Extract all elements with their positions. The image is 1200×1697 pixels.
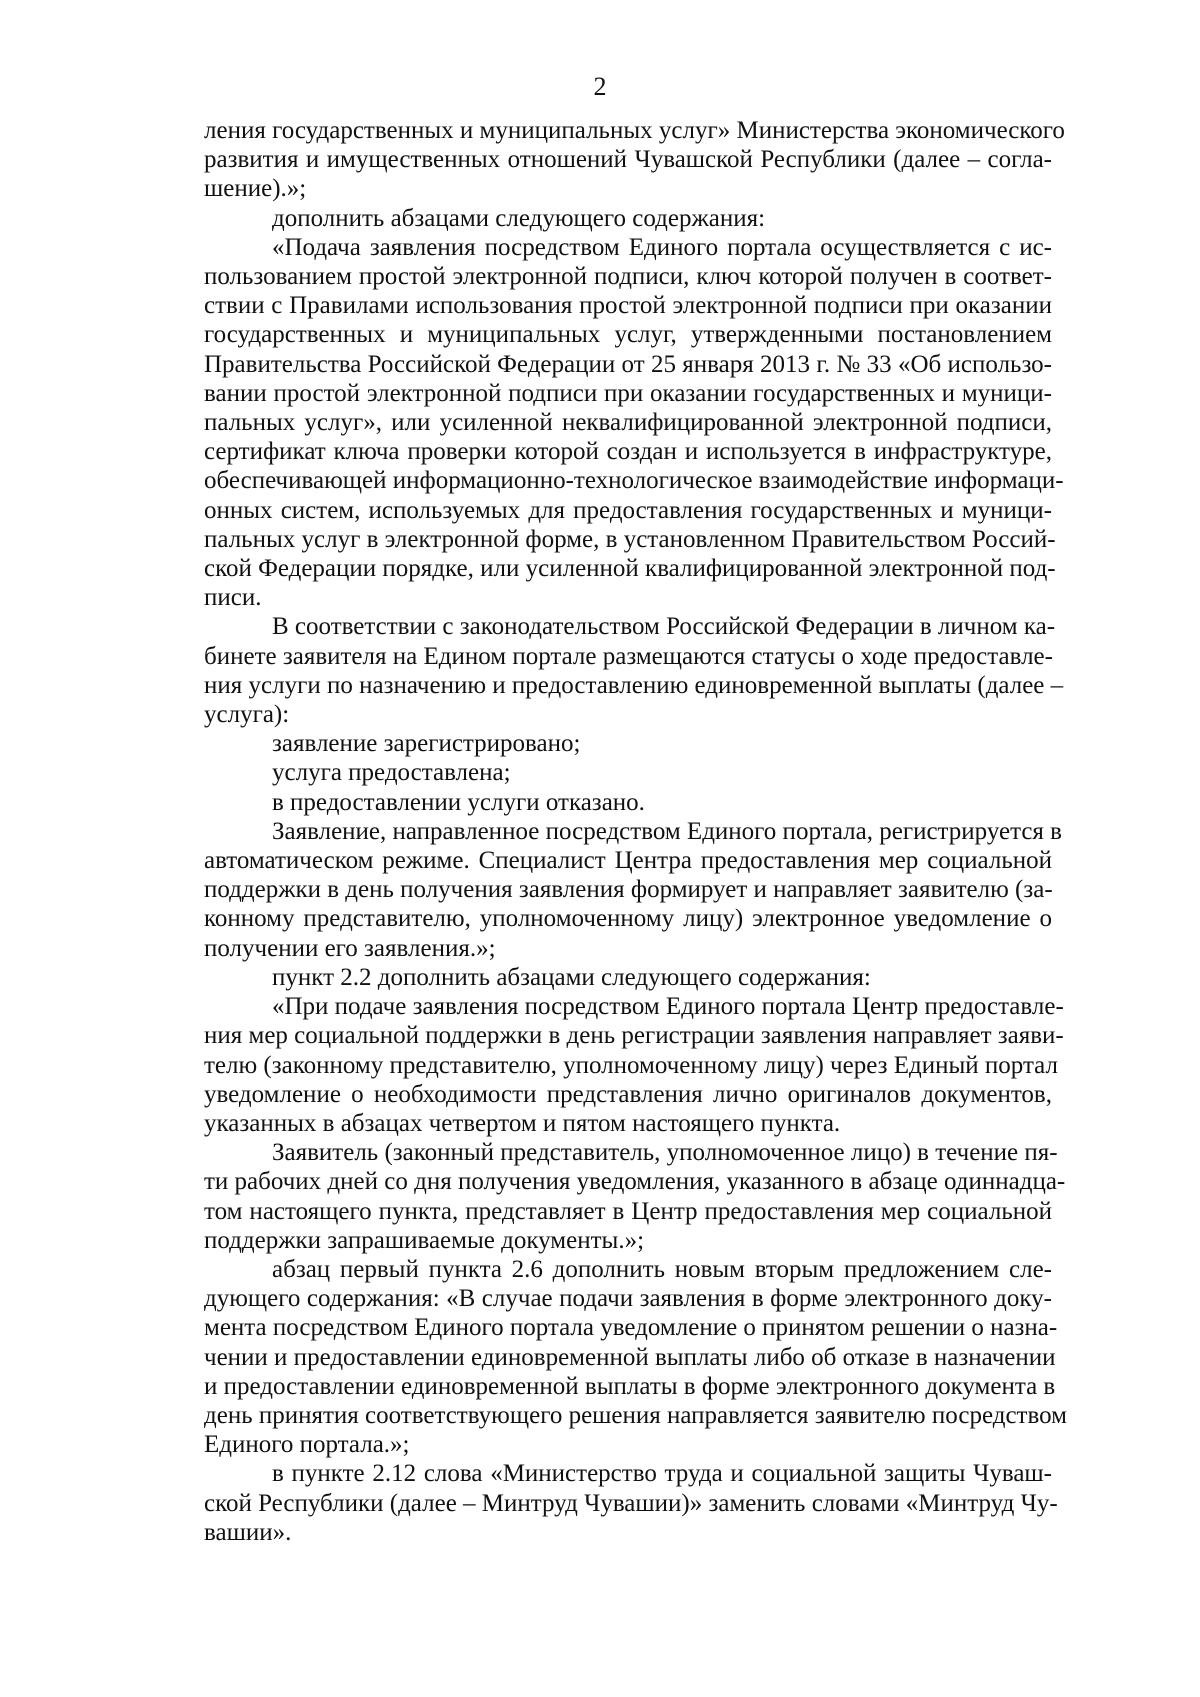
text-line: поддержки в день получения заявления формирует и направляет заявителю (за-	[204, 876, 1053, 904]
text-line: конному представителю, уполномоченному лицу) электронное уведомление о	[204, 905, 1052, 933]
text-line: вании простой электронной подписи при оказании государственных и муници-	[204, 379, 1052, 407]
text-line: шение).»;	[204, 175, 307, 203]
text-line: услуга):	[204, 701, 290, 729]
text-line: В соответствии с законодательством Российской Федерации в личном ка-	[272, 613, 1056, 641]
text-line: пальных услуг», или усиленной неквалифицированной электронной подписи,	[204, 409, 1052, 437]
text-line: чении и предоставлении единовременной выплаты либо об отказе в назначении	[204, 1343, 1056, 1371]
text-line: получении его заявления.»;	[204, 934, 496, 962]
text-line: абзац первый пункта 2.6 дополнить новым вторым предложением сле-	[272, 1255, 1052, 1283]
text-line: сертификат ключа проверки которой создан и используется в инфраструктуре,	[204, 438, 1052, 466]
text-line: мента посредством Единого портала уведомление о принятом решении о назна-	[204, 1314, 1058, 1342]
text-line: пользованием простой электронной подписи, ключ которой получен в соответ-	[204, 263, 1052, 291]
text-line: телю (законному представителю, уполномоченному лицу) через Единый портал	[204, 1051, 1058, 1079]
text-line: Заявление, направленное посредством Единого портала, регистрируется в	[272, 817, 1062, 845]
text-line: в пункте 2.12 слова «Министерство труда и социальной защиты Чуваш-	[272, 1460, 1052, 1488]
text-line: развития и имущественных отношений Чувашской Республики (далее – согла-	[204, 146, 1052, 174]
document-body	[204, 116, 1067, 1547]
text-line: и предоставлении единовременной выплаты в форме электронного документа в	[204, 1372, 1056, 1400]
text-line: заявление зарегистрировано;	[272, 730, 581, 758]
text-line: пальных услуг в электронной форме, в установленном Правительством Россий-	[204, 525, 1056, 553]
text-line: ской Федерации порядке, или усиленной квалифицированной электронной под-	[204, 555, 1056, 583]
text-line: поддержки запрашиваемые документы.»;	[204, 1226, 645, 1254]
text-line: обеспечивающей информационно-технологическое взаимодействие информаци-	[204, 467, 1064, 495]
text-line: Заявитель (законный представитель, уполномоченное лицо) в течение пя-	[272, 1139, 1058, 1167]
text-line: ления государственных и муниципальных услуг» Министерства экономического	[204, 117, 1065, 144]
text-line: уведомление о необходимости представления лично оригиналов документов,	[204, 1080, 1052, 1108]
text-line: ния мер социальной поддержки в день регистрации заявления направляет заяви-	[204, 1022, 1064, 1050]
text-line: дующего содержания: «В случае подачи заявления в форме электронного доку-	[204, 1285, 1052, 1313]
page-number: 2	[593, 72, 607, 101]
text-line: ской Республики (далее – Минтруд Чувашии)» заменить словами «Минтруд Чу-	[204, 1489, 1058, 1517]
text-line: бинете заявителя на Едином портале размещаются статусы о ходе предоставле-	[204, 642, 1053, 670]
text-line: ния услуги по назначению и предоставлению единовременной выплаты (далее –	[204, 671, 1064, 699]
text-line: автоматическом режиме. Специалист Центра предоставления мер социальной	[204, 847, 1052, 875]
text-line: вашии».	[204, 1518, 292, 1546]
text-line: в предоставлении услуги отказано.	[272, 788, 645, 816]
text-line: «При подаче заявления посредством Единого портала Центр предоставле-	[272, 993, 1064, 1021]
text-line: Правительства Российской Федерации от 25 января 2013 г. № 33 «Об использо-	[204, 350, 1052, 378]
text-line: пункт 2.2 дополнить абзацами следующего содержания:	[272, 963, 871, 991]
text-line: указанных в абзацах четвертом и пятом настоящего пункта.	[204, 1109, 841, 1137]
text-line: «Подача заявления посредством Единого портала осуществляется с ис-	[272, 233, 1052, 261]
text-line: день принятия соответствующего решения направляется заявителю посредством	[204, 1401, 1067, 1429]
text-line: дополнить абзацами следующего содержания:	[272, 204, 766, 232]
text-line: Единого портала.»;	[204, 1431, 410, 1459]
text-line: ти рабочих дней со дня получения уведомления, указанного в абзаце одиннадца-	[204, 1168, 1066, 1196]
text-line: государственных и муниципальных услуг, утвержденными постановлением	[204, 321, 1052, 349]
text-line: услуга предоставлена;	[272, 759, 511, 787]
text-line: том настоящего пункта, представляет в Центр предоставления мер социальной	[204, 1197, 1052, 1225]
text-line: ствии с Правилами использования простой электронной подписи при оказании	[204, 292, 1052, 320]
text-line: онных систем, используемых для предоставления государственных и муници-	[204, 496, 1052, 524]
text-line: писи.	[204, 584, 262, 612]
